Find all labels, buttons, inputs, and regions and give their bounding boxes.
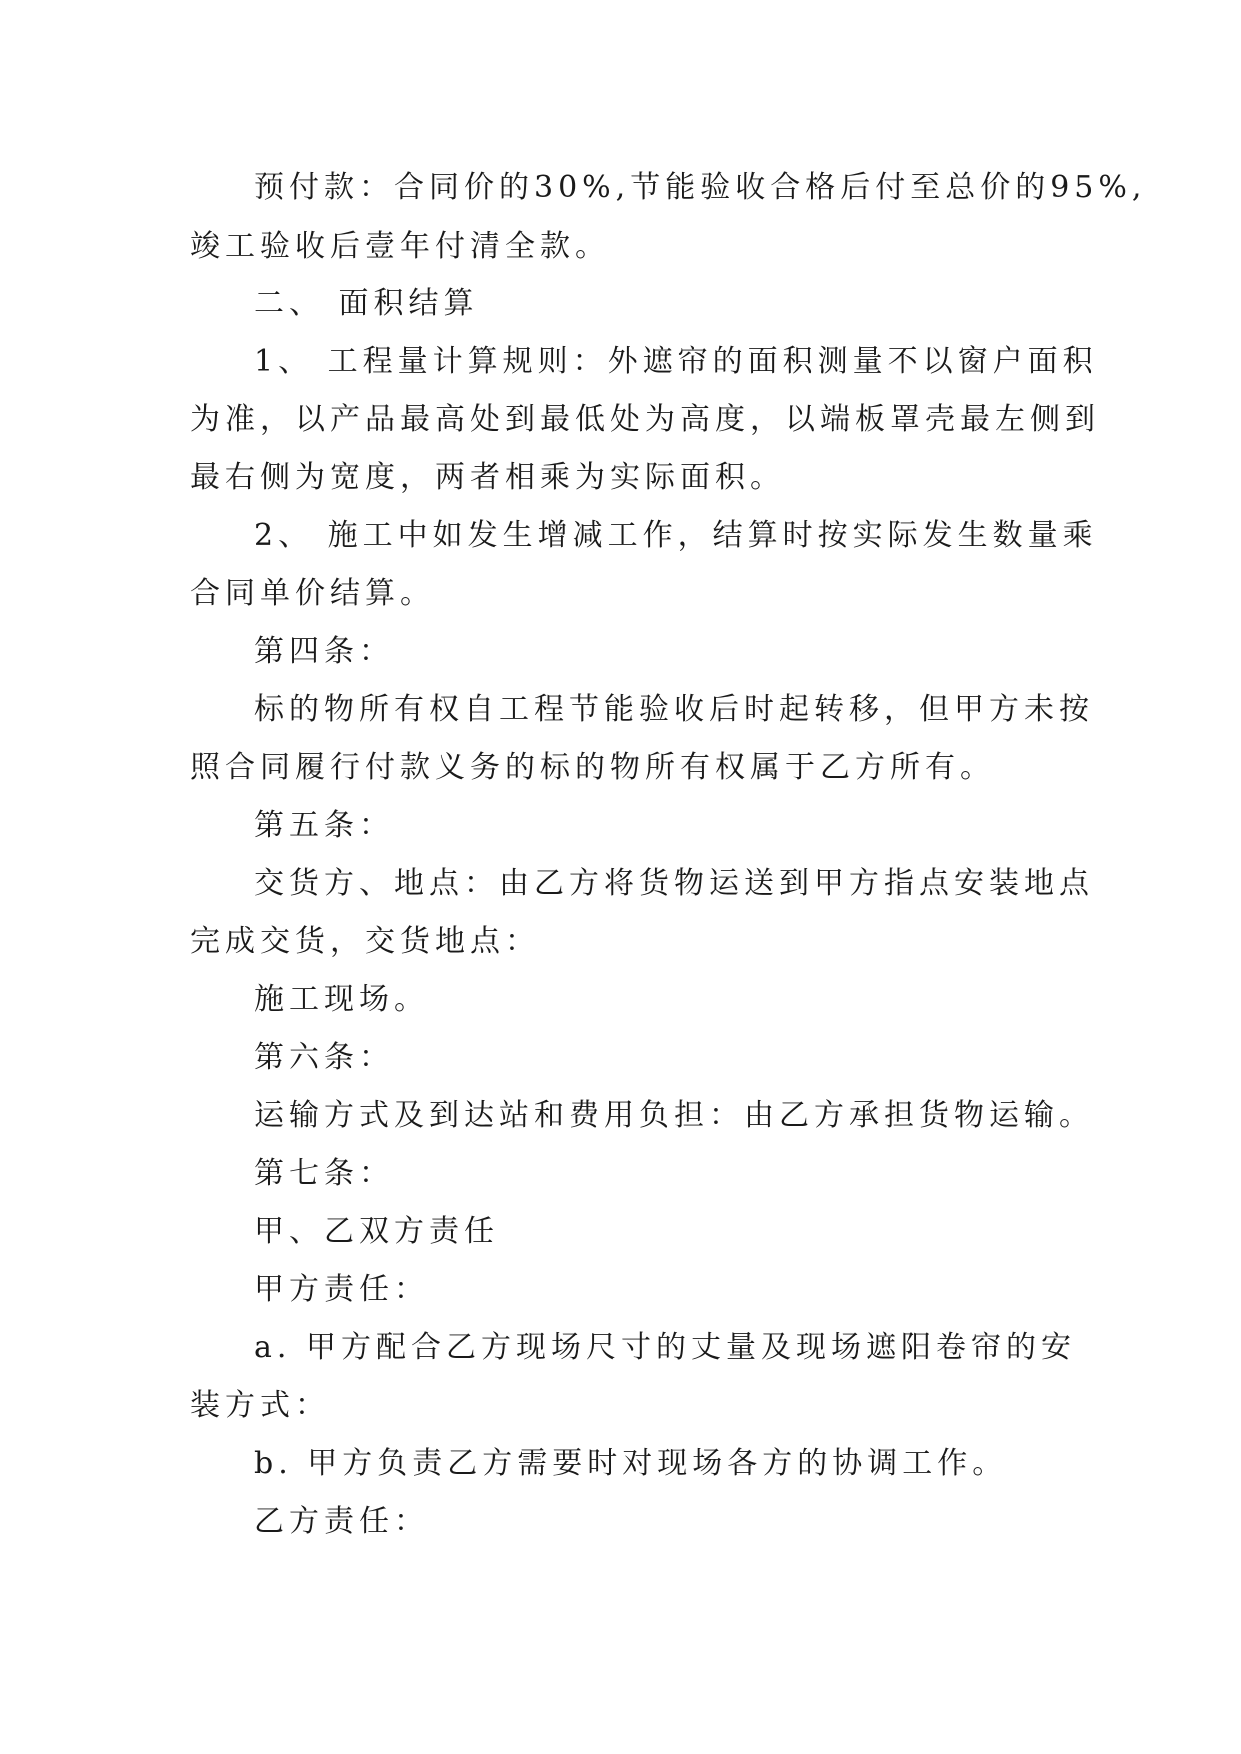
paragraph-line: 乙方责任： (254, 1504, 429, 1539)
paragraph-line: 最右侧为宽度，两者相乘为实际面积。 (190, 460, 785, 495)
paragraph-line: 为准，以产品最高处到最低处为高度，以端板罩壳最左侧到 (190, 402, 1100, 437)
article-heading: 第五条： (254, 808, 394, 843)
paragraph-line: 装方式： (190, 1388, 330, 1423)
paragraph-line: 甲方责任： (254, 1272, 429, 1307)
paragraph-line: 合同单价结算。 (190, 576, 435, 611)
paragraph-line: 预付款：合同价的30%,节能验收合格后付至总价的95%, (254, 170, 1147, 205)
paragraph-line: 运输方式及到达站和费用负担：由乙方承担货物运输。 (254, 1098, 1094, 1133)
paragraph-line: 标的物所有权自工程节能验收后时起转移，但甲方未按 (254, 692, 1094, 727)
paragraph-line: 完成交货，交货地点： (190, 924, 540, 959)
article-heading: 第六条： (254, 1040, 394, 1075)
article-heading: 第四条： (254, 634, 394, 669)
paragraph-line: 1、 工程量计算规则：外遮帘的面积测量不以窗户面积 (254, 344, 1098, 379)
paragraph-line: 甲、乙双方责任 (254, 1214, 499, 1249)
section-heading: 二、 面积结算 (254, 286, 479, 321)
paragraph-line: 照合同履行付款义务的标的物所有权属于乙方所有。 (190, 750, 995, 785)
paragraph-line: 施工现场。 (254, 982, 429, 1017)
paragraph-line: 交货方、地点：由乙方将货物运送到甲方指点安装地点 (254, 866, 1094, 901)
paragraph-line: b. 甲方负责乙方需要时对现场各方的协调工作。 (254, 1446, 1008, 1481)
paragraph-line: 竣工验收后壹年付清全款。 (190, 229, 610, 264)
paragraph-line: 2、 施工中如发生增减工作，结算时按实际发生数量乘 (254, 518, 1098, 553)
article-heading: 第七条： (254, 1156, 394, 1191)
paragraph-line: a. 甲方配合乙方现场尺寸的丈量及现场遮阳卷帘的安 (254, 1330, 1076, 1365)
